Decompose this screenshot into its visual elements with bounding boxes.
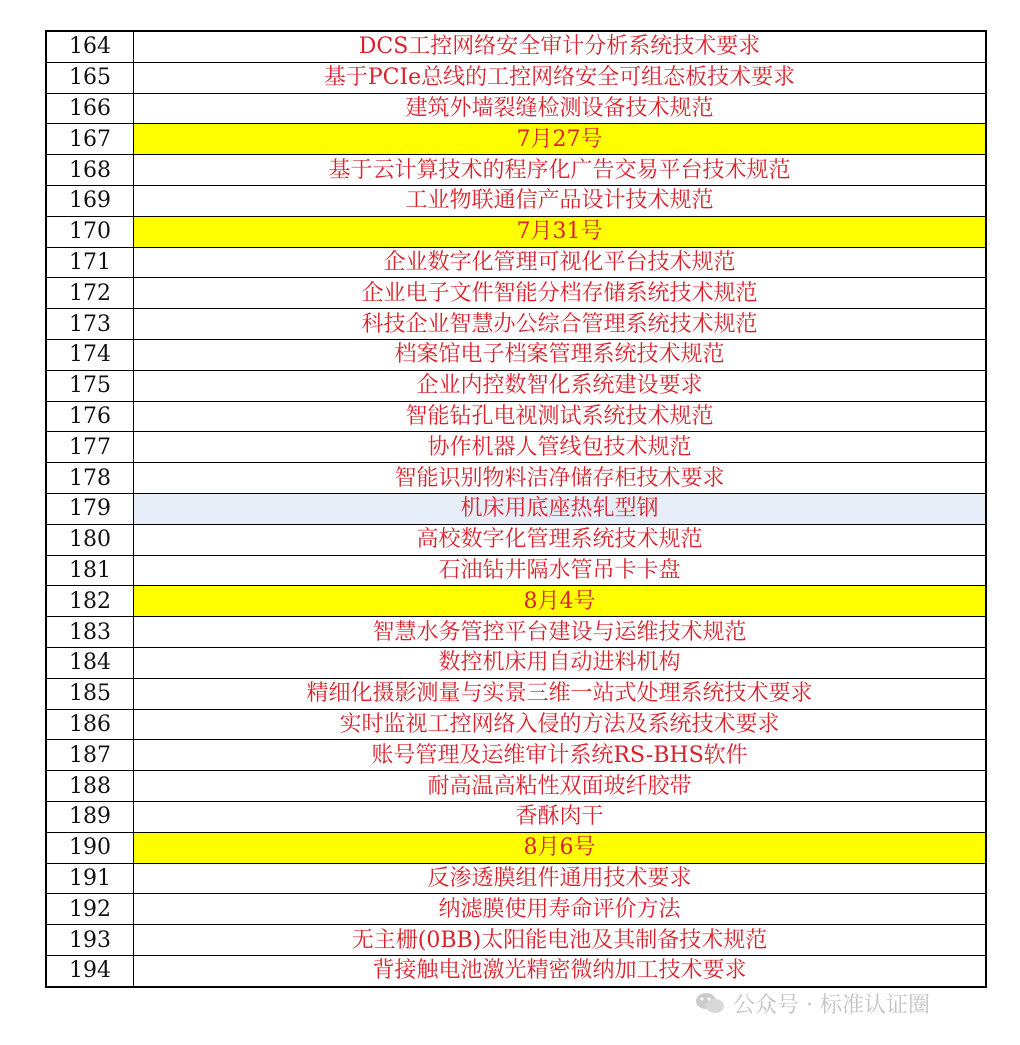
standard-title: 企业内控数智化系统建设要求 bbox=[134, 370, 987, 401]
table-row bbox=[46, 278, 986, 309]
row-number: 184 bbox=[46, 647, 134, 678]
row-number: 180 bbox=[46, 524, 134, 555]
standard-title: 企业数字化管理可视化平台技术规范 bbox=[134, 247, 987, 278]
date-header-row bbox=[46, 124, 986, 155]
table-row bbox=[46, 185, 986, 216]
row-number: 176 bbox=[46, 401, 134, 432]
table-row bbox=[46, 62, 986, 93]
row-number: 187 bbox=[46, 740, 134, 771]
watermark bbox=[695, 985, 930, 1021]
table-row bbox=[46, 524, 986, 555]
table-row bbox=[46, 339, 986, 370]
row-number: 193 bbox=[46, 925, 134, 956]
standard-title: 建筑外墙裂缝检测设备技术规范 bbox=[134, 93, 987, 124]
table-row bbox=[46, 93, 986, 124]
standard-title: 基于PCIe总线的工控网络安全可组态板技术要求 bbox=[134, 62, 987, 93]
date-header-row bbox=[46, 586, 986, 617]
table-row bbox=[46, 401, 986, 432]
row-number: 173 bbox=[46, 309, 134, 340]
table-row bbox=[46, 370, 986, 401]
table-row bbox=[46, 771, 986, 802]
table-row bbox=[46, 31, 986, 62]
standard-title: 协作机器人管线包技术规范 bbox=[134, 432, 987, 463]
standard-title: 背接触电池激光精密微纳加工技术要求 bbox=[134, 955, 987, 986]
table-row bbox=[46, 709, 986, 740]
row-number: 181 bbox=[46, 555, 134, 586]
table-row bbox=[46, 463, 986, 494]
row-number: 177 bbox=[46, 432, 134, 463]
row-number: 165 bbox=[46, 62, 134, 93]
row-number: 178 bbox=[46, 463, 134, 494]
row-number: 182 bbox=[46, 586, 134, 617]
wechat-icon bbox=[695, 991, 725, 1015]
standard-title: 石油钻井隔水管吊卡卡盘 bbox=[134, 555, 987, 586]
standard-title: 智能识别物料洁净储存柜技术要求 bbox=[134, 463, 987, 494]
table-row bbox=[46, 555, 986, 586]
date-label: 7月31号 bbox=[134, 216, 987, 247]
standard-title: 智慧水务管控平台建设与运维技术规范 bbox=[134, 617, 987, 648]
date-label: 7月27号 bbox=[134, 124, 987, 155]
standard-title: 账号管理及运维审计系统RS-BHS软件 bbox=[134, 740, 987, 771]
table-row bbox=[46, 432, 986, 463]
standard-title: 智能钻孔电视测试系统技术规范 bbox=[134, 401, 987, 432]
row-number: 170 bbox=[46, 216, 134, 247]
row-number: 164 bbox=[46, 31, 134, 62]
row-number: 169 bbox=[46, 185, 134, 216]
standard-title: 企业电子文件智能分档存储系统技术规范 bbox=[134, 278, 987, 309]
standard-title: 机床用底座热轧型钢 bbox=[134, 493, 987, 524]
standard-title: 精细化摄影测量与实景三维一站式处理系统技术要求 bbox=[134, 678, 987, 709]
standard-title: 香酥肉干 bbox=[134, 801, 987, 832]
row-number: 190 bbox=[46, 832, 134, 863]
standard-title: 数控机床用自动进料机构 bbox=[134, 647, 987, 678]
row-number: 185 bbox=[46, 678, 134, 709]
row-number: 171 bbox=[46, 247, 134, 278]
date-header-row bbox=[46, 216, 986, 247]
row-number: 167 bbox=[46, 124, 134, 155]
table-row bbox=[46, 155, 986, 186]
standard-title: 高校数字化管理系统技术规范 bbox=[134, 524, 987, 555]
row-number: 188 bbox=[46, 771, 134, 802]
row-number: 192 bbox=[46, 894, 134, 925]
table-row bbox=[46, 617, 986, 648]
standard-title: 实时监视工控网络入侵的方法及系统技术要求 bbox=[134, 709, 987, 740]
table-row bbox=[46, 247, 986, 278]
standard-title: 档案馆电子档案管理系统技术规范 bbox=[134, 339, 987, 370]
table-row bbox=[46, 678, 986, 709]
standard-title: 基于云计算技术的程序化广告交易平台技术规范 bbox=[134, 155, 987, 186]
row-number: 172 bbox=[46, 278, 134, 309]
standard-title: 科技企业智慧办公综合管理系统技术规范 bbox=[134, 309, 987, 340]
row-number: 189 bbox=[46, 801, 134, 832]
row-number: 166 bbox=[46, 93, 134, 124]
standard-title: 工业物联通信产品设计技术规范 bbox=[134, 185, 987, 216]
table-row bbox=[46, 647, 986, 678]
standard-title: 纳滤膜使用寿命评价方法 bbox=[134, 894, 987, 925]
table-row bbox=[46, 863, 986, 894]
date-header-row bbox=[46, 832, 986, 863]
row-number: 175 bbox=[46, 370, 134, 401]
standard-title: 无主栅(0BB)太阳能电池及其制备技术规范 bbox=[134, 925, 987, 956]
row-number: 174 bbox=[46, 339, 134, 370]
standard-title: 耐高温高粘性双面玻纤胶带 bbox=[134, 771, 987, 802]
row-number: 168 bbox=[46, 155, 134, 186]
standard-title: DCS工控网络安全审计分析系统技术要求 bbox=[134, 31, 987, 62]
table-row bbox=[46, 309, 986, 340]
table-row bbox=[46, 801, 986, 832]
table-row bbox=[46, 894, 986, 925]
date-label: 8月6号 bbox=[134, 832, 987, 863]
table-row bbox=[46, 955, 986, 986]
row-number: 194 bbox=[46, 955, 134, 986]
watermark-text: 公众号 · 标准认证圈 bbox=[733, 992, 930, 1018]
standards-table bbox=[45, 30, 987, 988]
table-row bbox=[46, 740, 986, 771]
row-number: 191 bbox=[46, 863, 134, 894]
standard-title: 反渗透膜组件通用技术要求 bbox=[134, 863, 987, 894]
table-row bbox=[46, 925, 986, 956]
row-number: 183 bbox=[46, 617, 134, 648]
row-number: 179 bbox=[46, 493, 134, 524]
row-number: 186 bbox=[46, 709, 134, 740]
date-label: 8月4号 bbox=[134, 586, 987, 617]
table-row bbox=[46, 493, 986, 524]
